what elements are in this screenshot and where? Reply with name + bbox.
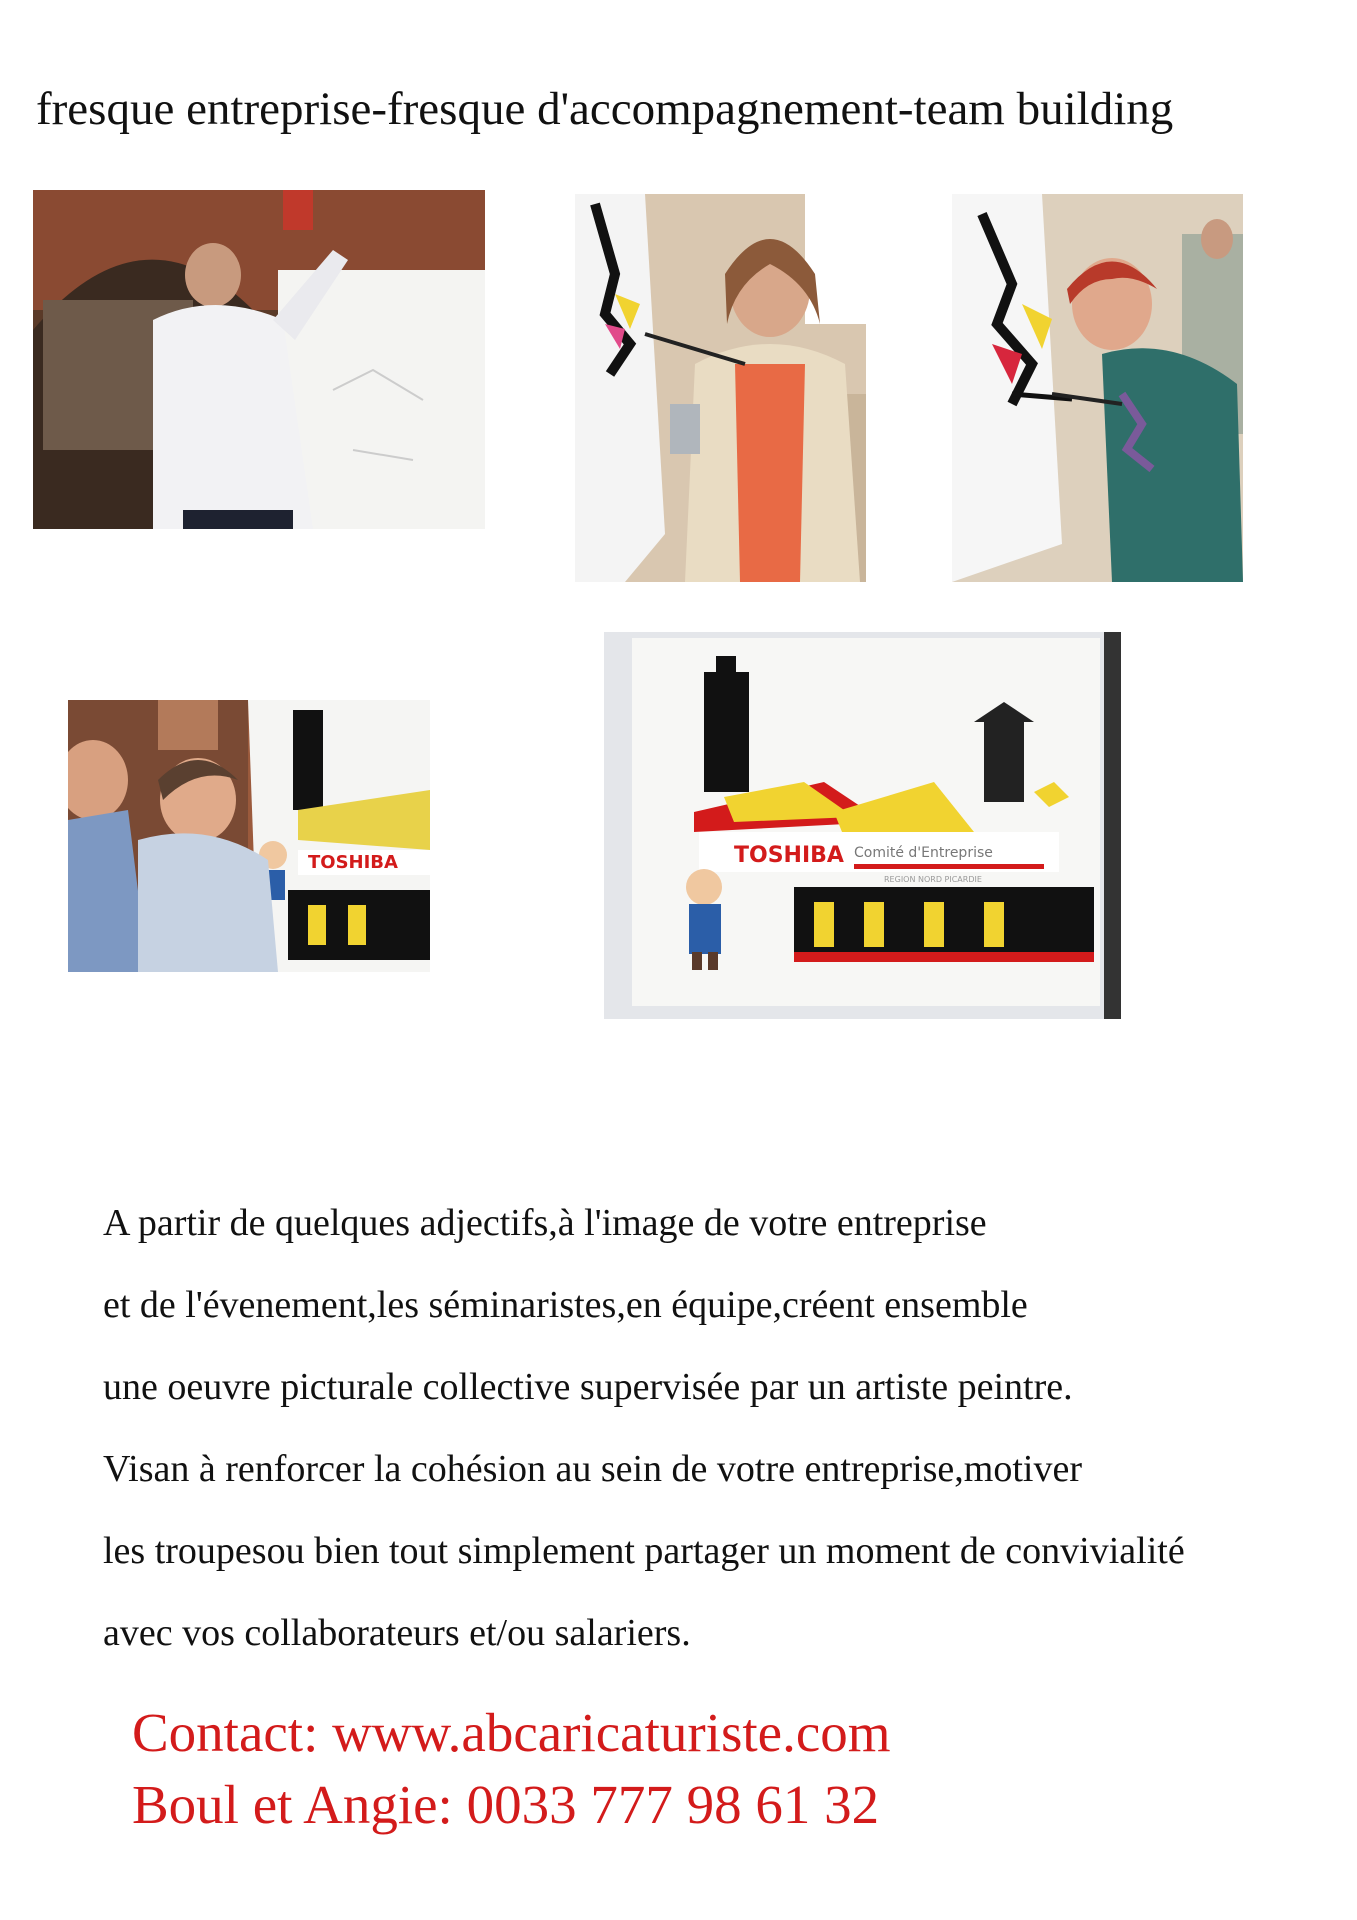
fresco-sign: TOSHIBA	[734, 843, 844, 868]
description-line: Visan à renforcer la cohésion au sein de votre entreprise,motiver	[103, 1448, 1082, 1490]
finished-fresco-photo	[604, 632, 1121, 1019]
description-paragraph	[103, 1182, 1357, 1674]
contact-phone[interactable]: Boul et Angie: 0033 777 98 61 32	[132, 1774, 880, 1835]
woman-painting-canvas-photo	[575, 194, 866, 582]
description-line: et de l'évenement,les séminaristes,en équipe,créent ensemble	[103, 1284, 1028, 1326]
description-line: A partir de quelques adjectifs,à l'image de votre entreprise	[103, 1202, 987, 1244]
fresco-sign-3: REGION NORD PICARDIE	[884, 875, 982, 884]
woman-laughing-painting-photo	[952, 194, 1243, 582]
contact-website[interactable]: Contact: www.abcaricaturiste.com	[132, 1702, 891, 1763]
description-line: les troupesou bien tout simplement partager un moment de convivialité	[103, 1530, 1185, 1572]
man-sketching-on-canvas-photo	[33, 190, 485, 529]
contact-block	[132, 1697, 891, 1841]
men-painting-mascot-photo	[68, 700, 430, 972]
description-line: une oeuvre picturale collective supervisée par un artiste peintre.	[103, 1366, 1073, 1408]
svg-text:TOSHIBA: TOSHIBA	[308, 852, 398, 873]
fresco-sign-2: Comité d'Entreprise	[854, 845, 993, 861]
description-line: avec vos collaborateurs et/ou salariers.	[103, 1612, 691, 1654]
page-title: fresque entreprise-fresque d'accompagnement-team building	[36, 83, 1174, 135]
